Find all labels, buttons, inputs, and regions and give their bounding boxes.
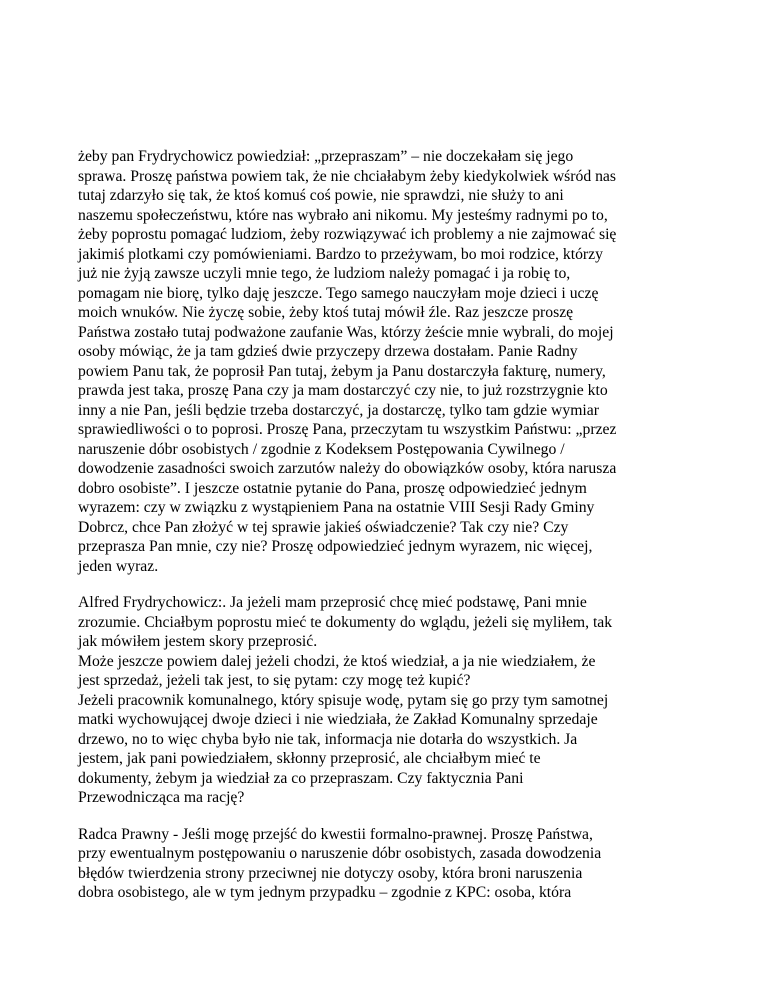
text-line: pomagam nie biorę, tylko daję jeszcze. Tego samego nauczyłam moje dzieci i uczę xyxy=(78,285,599,302)
text-line: jest sprzedaż, jeżeli tak jest, to się pytam: czy mogę też kupić? xyxy=(78,672,471,689)
text-line: drzewo, no to więc chyba było nie tak, informacja nie dotarła do wszystkich. Ja xyxy=(78,731,578,748)
text-line: dobro osobiste”. I jeszcze ostatnie pytanie do Pana, proszę odpowiedzieć jednym xyxy=(78,480,587,497)
text-line: przeprasza Pan mnie, czy nie? Proszę odpowiedzieć jednym wyrazem, nic więcej, xyxy=(78,538,593,555)
text-line: żeby poprostu pomagać ludziom, żeby rozwiązywać ich problemy a nie zajmować się xyxy=(78,226,617,243)
text-line: dowodzenie zasadności swoich zarzutów należy do obowiązków osoby, która narusza xyxy=(78,460,617,477)
text-line: dokumenty, żebym ja wiedział za co przepraszam. Czy faktycznia Pani xyxy=(78,770,524,787)
text-line: jakimiś plotkami czy pomówieniami. Bardzo to przeżywam, bo moi rodzice, którzy xyxy=(78,246,603,263)
text-line: dobra osobistego, ale w tym jednym przypadku – zgodnie z KPC: osoba, która xyxy=(78,884,572,901)
text-line: przy ewentualnym postępowaniu o naruszenie dóbr osobistych, zasada dowodzenia xyxy=(78,845,602,862)
text-line: żeby pan Frydrychowicz powiedział: „przepraszam” – nie doczekałam się jego xyxy=(78,148,574,165)
text-line: sprawa. Proszę państwa powiem tak, że nie chciałabym żeby kiedykolwiek wśród nas xyxy=(78,168,617,185)
text-line: powiem Panu tak, że poprosił Pan tutaj, żebym ja Panu dostarczyła fakturę, numery, xyxy=(78,363,606,380)
text-line: inny a nie Pan, jeśli będzie trzeba dostarczyć, ja dostarczę, tylko tam gdzie wymiar xyxy=(78,402,599,419)
text-line: Przewodnicząca ma rację? xyxy=(78,789,245,806)
text-line: osoby mówiąc, że ja tam gdzieś dwie przyczepy drzewa dostałam. Panie Radny xyxy=(78,343,578,360)
text-line: naszemu społeczeństwu, które nas wybrało ani nikomu. My jesteśmy radnymi po to, xyxy=(78,207,608,224)
text-line: Alfred Frydrychowicz:. Ja jeżeli mam przeprosić chcę mieć podstawę, Pani mnie xyxy=(78,594,587,611)
text-line: Państwa zostało tutaj podważone zaufanie Was, którzy żeście mnie wybrali, do mojej xyxy=(78,324,614,341)
text-line: wyrazem: czy w związku z wystąpieniem Pana na ostatnie VIII Sesji Rady Gminy xyxy=(78,499,595,516)
text-line: Jeżeli pracownik komunalnego, który spisuje wodę, pytam się go przy tym samotnej xyxy=(78,692,609,709)
text-line: prawda jest taka, proszę Pana czy ja mam dostarczyć czy nie, to już rozstrzygnie kto xyxy=(78,382,608,399)
text-line: Radca Prawny - Jeśli mogę przejść do kwestii formalno-prawnej. Proszę Państwa, xyxy=(78,826,593,843)
text-line: moich wnuków. Nie życzę sobie, żeby ktoś tutaj mówił źle. Raz jeszcze proszę xyxy=(78,304,574,321)
text-line: jestem, jak pani powiedziałem, skłonny przeprosić, ale chciałbym mieć te xyxy=(78,750,541,767)
text-line: tutaj zdarzyło się tak, że ktoś komuś coś powie, nie sprawdzi, nie służy to ani xyxy=(78,187,564,204)
text-line: jak mówiłem jestem skory przeprosić. xyxy=(78,633,318,650)
text-line: Może jeszcze powiem dalej jeżeli chodzi, że ktoś wiedział, a ja nie wiedziałem, że xyxy=(78,653,596,670)
text-line: zrozumie. Chciałbym poprostu mieć te dokumenty do wglądu, jeżeli się myliłem, tak xyxy=(78,614,613,631)
text-line: naruszenie dóbr osobistych / zgodnie z Kodeksem Postępowania Cywilnego / xyxy=(78,441,565,458)
text-line: Dobrcz, chce Pan złożyć w tej sprawie jakieś oświadczenie? Tak czy nie? Czy xyxy=(78,519,569,536)
text-line: już nie żyją zawsze uczyli mnie tego, że ludziom należy pomagać i ja robię to, xyxy=(78,265,571,282)
text-line: matki wychowującej dwoje dzieci i nie wiedziała, że Zakład Komunalny sprzedaje xyxy=(78,711,598,728)
text-line: jeden wyraz. xyxy=(78,558,159,575)
text-line: błędów twierdzenia strony przeciwnej nie dotyczy osoby, która broni naruszenia xyxy=(78,865,583,882)
text-line: sprawiedliwości o to poprosi. Proszę Pana, przeczytam tu wszystkim Państwu: „przez xyxy=(78,421,617,438)
